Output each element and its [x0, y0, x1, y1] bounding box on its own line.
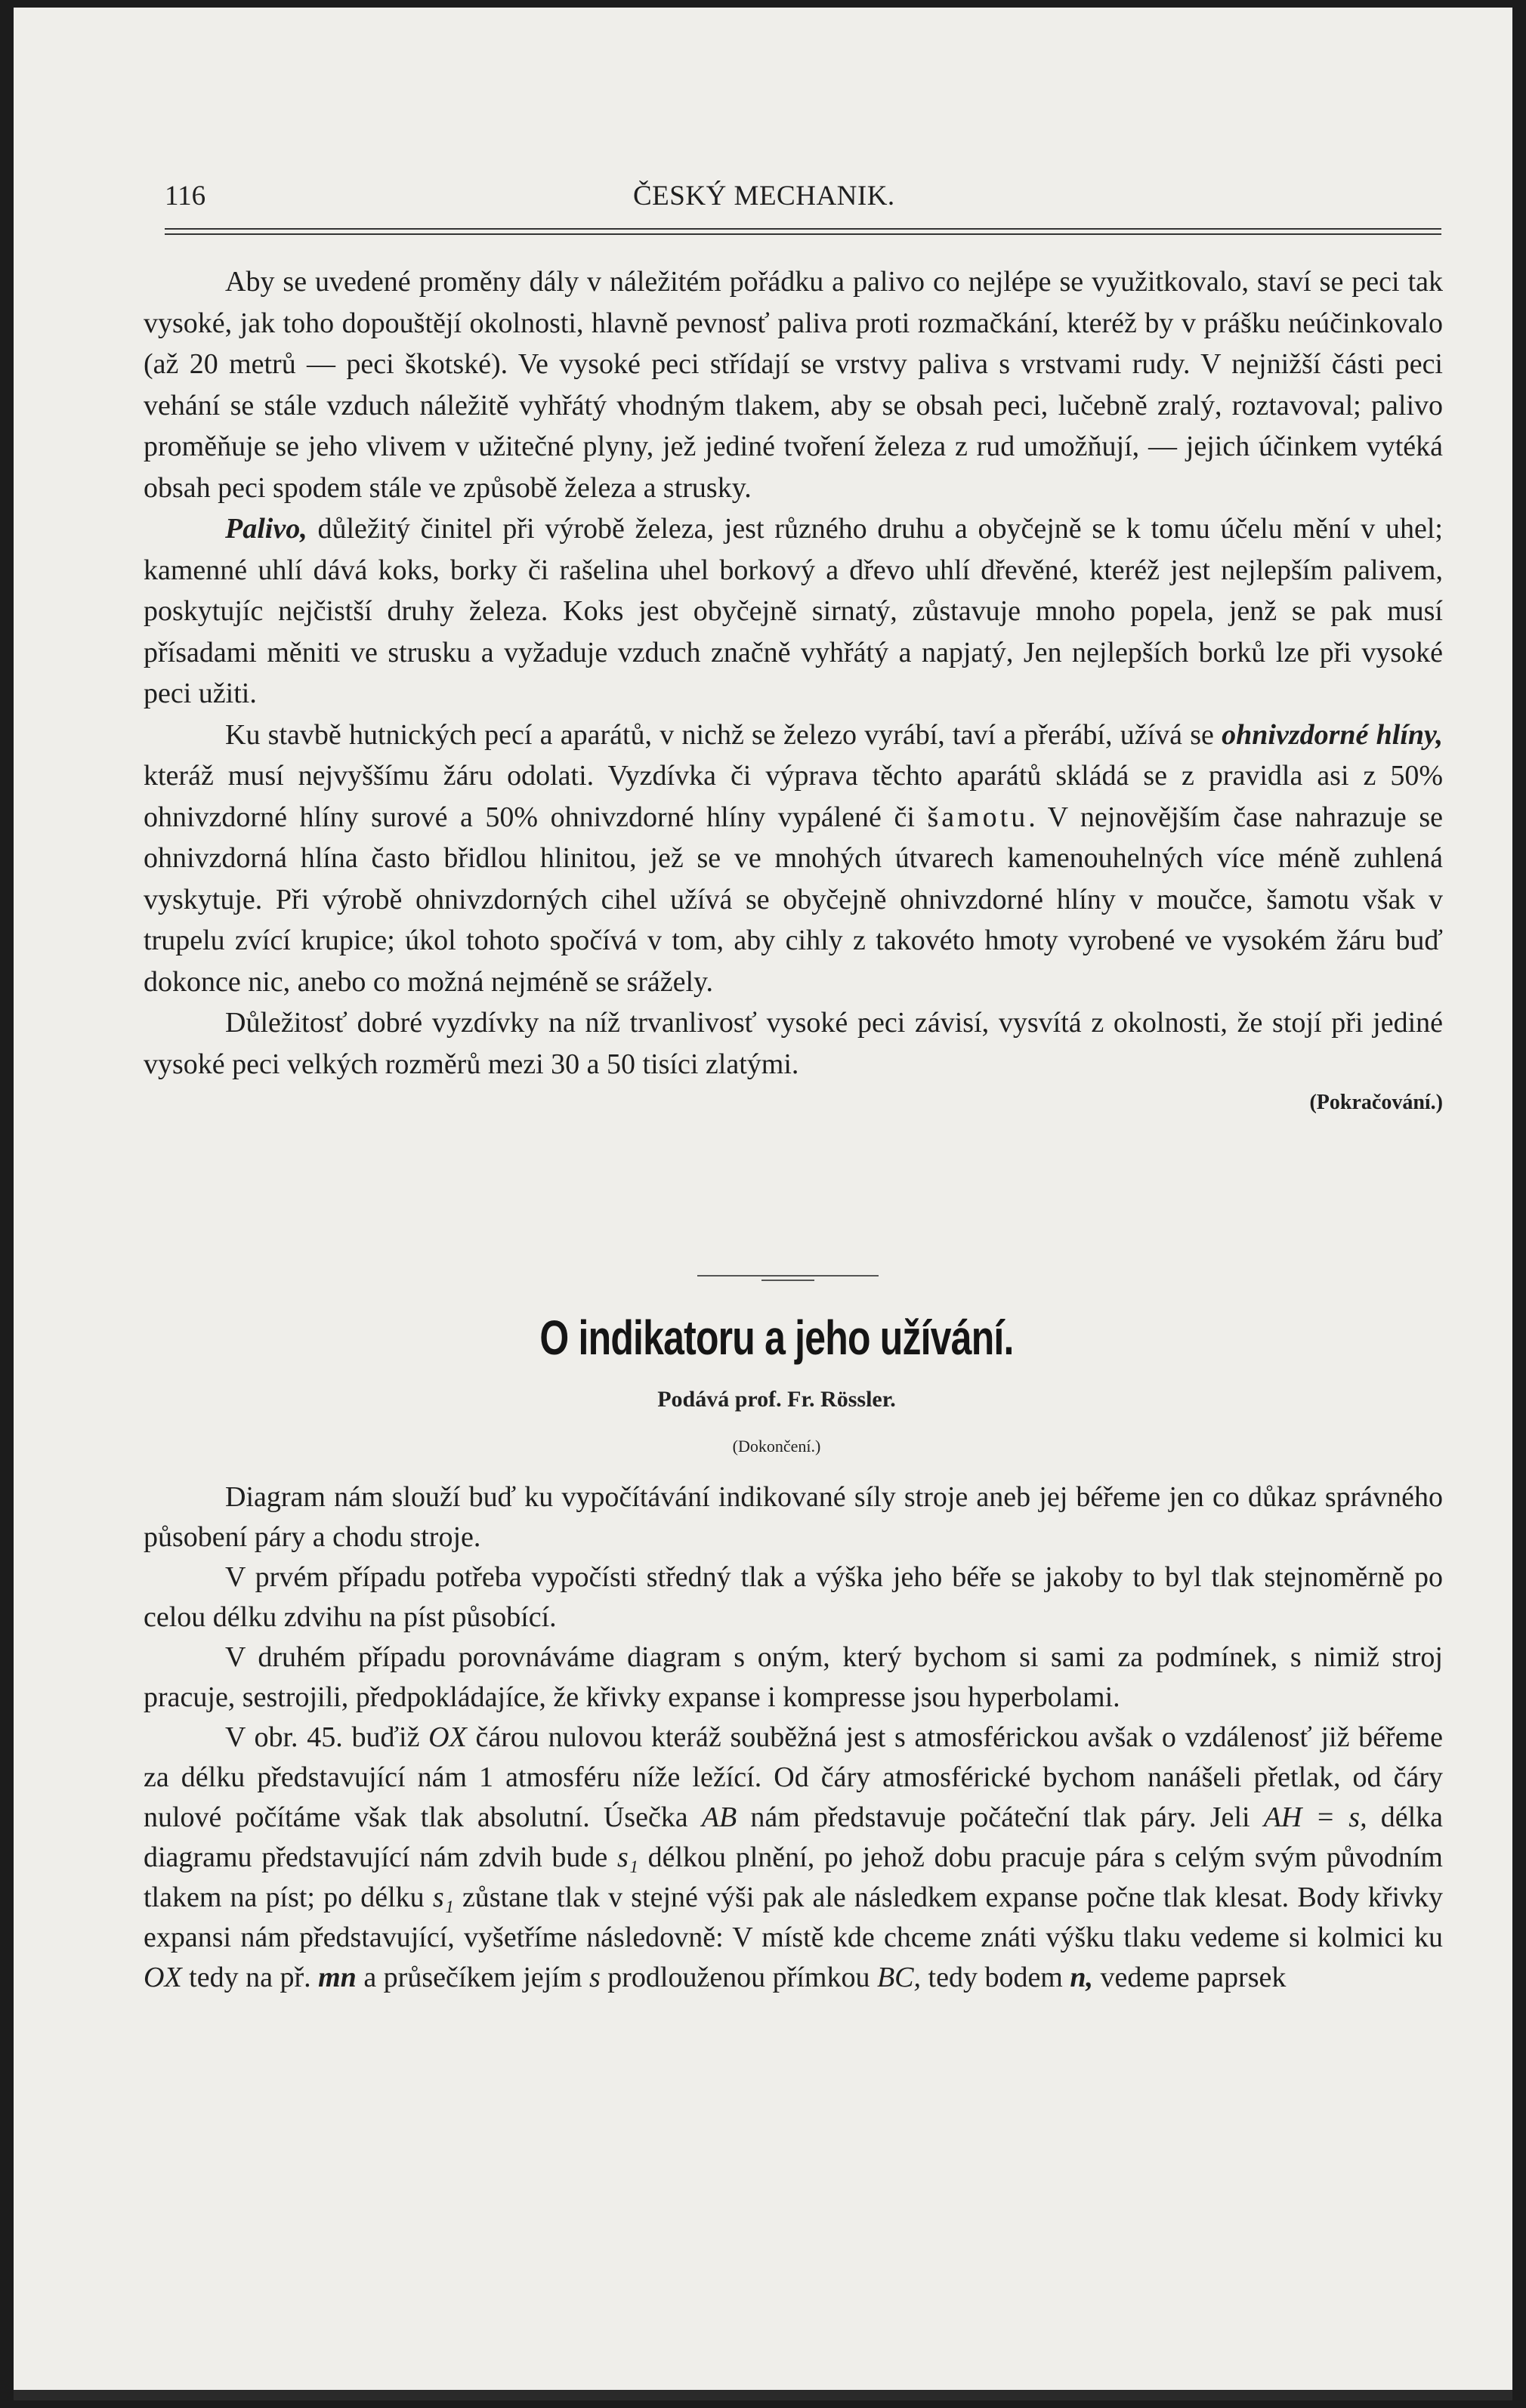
paragraph-text: zůstane tlak v stejné výši pak ale následkem expanse počne tlak klesat. Body křivky expansi nám představující, vyšetříme následovně: V místě kde chceme znáti výšku tlaku vedeme si kolmici ku — [144, 1882, 1444, 1953]
paragraph-text: tedy na př. — [181, 1962, 319, 1993]
paragraph: Diagram nám slouží buď ku vypočítávání indikované síly stroje aneb jej béřeme jen co důkaz správného působení páry a chodu stroje. — [144, 1481, 1443, 1553]
emphasis-term: Palivo, — [225, 513, 307, 545]
section-iron-smelting — [144, 261, 1443, 1118]
page-number: 116 — [165, 181, 206, 211]
paragraph-text: délka diagramu představující nám zdvih bude — [144, 1801, 1444, 1873]
running-head: ČESKÝ MECHANIK. — [633, 181, 895, 211]
paragraph: Aby se uvedené proměny dály v náležitém pořádku a palivo co nejlépe se využitkovalo, staví se peci tak vysoké, jak toho dopouštějí okolnosti, hlavně pevnosť paliva proti rozmačkání, kteréž by v prášku neúčinkovalo (až 20 metrů — peci škotské). Ve vysoké peci střídají se vrstvy paliva s vrstvami rudy. V nejnižší části peci vehání se stále vzduch náležitě vyhřátý vhodným tlakem, aby se obsah peci, lučebně zralý, roztavoval; palivo proměňuje se jeho vlivem v užitečné plyny, jež jediné tvoření železa z rud umožňují, — jejich účinkem vytéká obsah peci spodem stále ve způsobě železa a strusky. — [144, 266, 1443, 504]
math-symbol: s₁ — [432, 1882, 454, 1913]
paragraph-text: kteráž musí nejvyššímu žáru odolati. Vyzdívka či výprava těchto aparátů skládá se z pravidla asi z 50% ohnivzdorné hlíny surové a 50% ohnivzdorné hlíny vypálené či — [144, 760, 1443, 833]
math-symbol: BC, — [876, 1962, 922, 1993]
paragraph-text: . V nejnovějším čase nahrazuje se ohnivzdorná hlína často břidlou hlinitou, jež se ve mnohých útvarech kamenouhelných více méně zuhlená vyskytuje. Při výrobě ohnivzdorných cihel užívá se obyčejně ohnivzdorné hlíny v moučce, šamotu však v trupelu zvící krupice; úkol tohoto spočívá v tom, aby cihly z takovéto hmoty vyrobené ve vysokém žáru buď dokonce nic, anebo co možná nejméně se srážely. — [144, 801, 1444, 998]
math-symbol: s — [588, 1962, 601, 1993]
header-rule — [165, 228, 1441, 235]
section-divider — [697, 1275, 879, 1277]
paragraph-text: prodlouženou přímkou — [600, 1962, 877, 1993]
article-title: O indikatoru a jeho užívání. — [539, 1311, 1014, 1365]
paragraph-text: tedy bodem — [921, 1962, 1070, 1993]
math-symbol: s₁ — [616, 1842, 638, 1873]
math-symbol: AH = s, — [1263, 1801, 1367, 1833]
article-byline: Podává prof. Fr. Rössler. — [657, 1387, 896, 1412]
math-symbol: mn — [318, 1962, 357, 1993]
page-edge — [14, 2390, 1512, 2400]
paragraph — [144, 508, 1443, 715]
paragraph: V druhém případu porovnáváme diagram s oným, který bychom si sami za podmínek, s nimiž stroj pracuje, sestrojili, předpokládajíce, že křivky expanse i kompresse jsou hyperbolami. — [144, 1641, 1443, 1713]
paragraph — [144, 1718, 1443, 1998]
math-symbol: AB — [701, 1801, 737, 1833]
article-status: (Dokončení.) — [732, 1437, 821, 1456]
math-symbol: n, — [1070, 1962, 1094, 1993]
emphasis-term: ohnivzdorné hlíny, — [1222, 718, 1443, 751]
paragraph-text: nám představuje počáteční tlak páry. Jeli — [737, 1801, 1264, 1833]
paragraph-text: V obr. 45. buďiž — [225, 1721, 429, 1753]
section-divider-dash — [761, 1280, 814, 1281]
paragraph-text: čárou nulovou kteráž souběžná jest s atmosférickou avšak o vzdálenosť již béřeme za délku představující nám 1 atmosféru níže ležící. Od čáry atmosférické bychom nanášeli přetlak, od čáry nulové počítáme však tlak absolutní. Úsečka — [144, 1721, 1443, 1833]
continuation-note: (Pokračování.) — [1309, 1091, 1443, 1114]
math-symbol: OX — [144, 1962, 182, 1993]
paragraph-text: a průsečíkem jejím — [356, 1962, 589, 1993]
paragraph: V prvém případu potřeba vypočísti středný tlak a výška jeho béře se jakoby to byl tlak stejnoměrně po celou délku zdvihu na píst působící. — [144, 1561, 1443, 1633]
article-body — [144, 1477, 1443, 1998]
math-symbol: OX — [428, 1721, 467, 1753]
paragraph — [144, 715, 1443, 1003]
paragraph-text: Ku stavbě hutnických pecí a aparátů, v nichž se železo vyrábí, taví a přerábí, užívá se — [225, 718, 1222, 751]
paragraph-text: důležitý činitel při výrobě železa, jest různého druhu a obyčejně se k tomu účelu mění v uhel; kamenné uhlí dává koks, borky či rašelina uhel borkový a dřevo uhlí dřevěné, kteréž jest nejlepším palivem, poskytujíc nejčistší druhy železa. Koks jest obyčejně sirnatý, zůstavuje mnoho popela, jenž se pak musí přísadami měniti ve strusku a vyžaduje vzduch značně vyhřátý a napjatý, Jen nejlepších borků lze při vysoké peci užiti. — [144, 513, 1443, 709]
paragraph: Důležitosť dobré vyzdívky na níž trvanlivosť vysoké peci závisí, vysvítá z okolnosti, že stojí při jediné vysoké peci velkých rozměrů mezi 30 a 50 tisíci zlatými. — [144, 1007, 1443, 1080]
book-page — [14, 8, 1512, 2400]
spaced-term: šamotu — [927, 801, 1029, 833]
paragraph-text: vedeme paprsek — [1093, 1962, 1287, 1993]
paragraph-text: délkou plnění, po jehož dobu pracuje pára s celým svým původním tlakem na píst; po délku — [144, 1842, 1443, 1913]
